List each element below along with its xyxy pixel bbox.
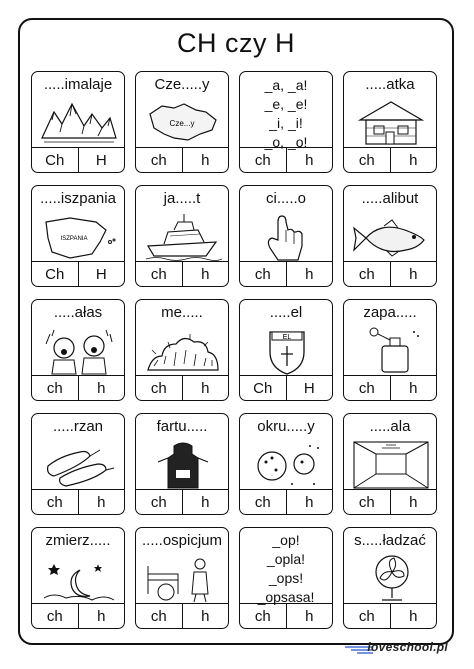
option-ch[interactable]: ch (46, 493, 63, 511)
option-h[interactable]: h (78, 604, 125, 628)
card-line: _op! (272, 532, 300, 548)
crumbs-icon (248, 440, 326, 490)
card-2 (135, 71, 229, 173)
card-line: _a, _a! (264, 77, 308, 93)
card-3 (239, 71, 333, 173)
shush-hand-icon (248, 212, 326, 262)
option-ch[interactable]: ch (46, 607, 63, 625)
option-h[interactable]: h (78, 490, 125, 514)
mountains-icon (40, 98, 118, 148)
option-h[interactable]: h (286, 490, 333, 514)
card-19 (239, 527, 333, 629)
option-ch[interactable]: ch (254, 607, 271, 625)
page-title: CH czy H (177, 28, 295, 58)
option-h[interactable]: H (78, 262, 125, 286)
card-word: zapa..... (363, 304, 417, 321)
option-h[interactable]: h (78, 376, 125, 400)
option-ch[interactable]: ch (150, 493, 167, 511)
option-ch[interactable]: Ch (45, 151, 65, 169)
card-word: .....el (269, 304, 303, 321)
answer-options (240, 261, 332, 286)
option-h[interactable]: h (182, 490, 229, 514)
answer-options (344, 489, 436, 514)
card-4 (343, 71, 437, 173)
answer-options (344, 261, 436, 286)
answer-options (240, 603, 332, 628)
card-line: _opsasa! (257, 589, 315, 605)
answer-options (32, 147, 124, 172)
card-word: .....ałas (53, 304, 103, 321)
option-ch[interactable]: Ch (45, 265, 65, 283)
option-ch[interactable]: ch (254, 265, 271, 283)
card-11 (239, 299, 333, 401)
option-h[interactable]: h (182, 148, 229, 172)
hospice-icon (144, 554, 222, 604)
option-h[interactable]: h (286, 262, 333, 286)
card-word: ja.....t (163, 190, 201, 207)
card-word: ci.....o (265, 190, 306, 207)
option-h[interactable]: H (286, 376, 333, 400)
option-h[interactable]: h (182, 262, 229, 286)
crest-icon (248, 326, 326, 376)
apron-icon (144, 440, 222, 490)
card-1 (31, 71, 125, 173)
card-line: _o, _o! (264, 134, 308, 150)
option-ch[interactable]: ch (46, 379, 63, 397)
card-word: .....alibut (361, 190, 419, 207)
answer-options (136, 375, 228, 400)
card-word: s.....ładzać (354, 532, 426, 549)
card-word: fartu..... (156, 418, 208, 435)
answer-options (136, 489, 228, 514)
answer-options (32, 261, 124, 286)
option-ch[interactable]: ch (150, 151, 167, 169)
footer-brand[interactable]: loveschool.pl (367, 640, 448, 654)
answer-options (136, 603, 228, 628)
card-14 (135, 413, 229, 515)
card-5 (31, 185, 125, 287)
card-16 (343, 413, 437, 515)
card-15 (239, 413, 333, 515)
option-h[interactable]: h (390, 376, 437, 400)
card-20 (343, 527, 437, 629)
fan-icon (352, 554, 430, 604)
answer-options (344, 603, 436, 628)
option-ch[interactable]: ch (358, 265, 375, 283)
option-ch[interactable]: ch (254, 151, 271, 169)
card-10 (135, 299, 229, 401)
option-h[interactable]: h (390, 490, 437, 514)
card-18 (135, 527, 229, 629)
card-line: _ops! (268, 570, 304, 586)
crest-label: EL (282, 334, 292, 341)
card-word: .....ospicjum (141, 532, 223, 549)
card-word: .....rzan (52, 418, 104, 435)
card-13 (31, 413, 125, 515)
answer-options (240, 147, 332, 172)
answer-options (344, 375, 436, 400)
option-ch[interactable]: ch (150, 607, 167, 625)
card-9 (31, 299, 125, 401)
option-ch[interactable]: ch (150, 379, 167, 397)
spain-map-icon (40, 212, 118, 262)
option-ch[interactable]: ch (254, 493, 271, 511)
option-h[interactable]: h (286, 604, 333, 628)
card-17 (31, 527, 125, 629)
option-ch[interactable]: ch (358, 379, 375, 397)
card-7 (239, 185, 333, 287)
horseradish-icon (40, 440, 118, 490)
card-word: Cze.....y (154, 76, 210, 93)
noisy-kids-icon (40, 326, 118, 376)
fish-icon (352, 212, 430, 262)
option-h[interactable]: H (78, 148, 125, 172)
hall-icon (352, 440, 430, 490)
card-line: _i, _i! (269, 115, 303, 131)
map-label: ISZPANIA (60, 236, 88, 242)
card-8 (343, 185, 437, 287)
option-h[interactable]: h (286, 148, 333, 172)
answer-options (240, 375, 332, 400)
card-word: zmierz..... (45, 532, 111, 549)
card-lines (240, 531, 332, 607)
card-12 (343, 299, 437, 401)
czech-map-icon (144, 98, 222, 148)
card-lines (240, 76, 332, 152)
card-word: .....ala (369, 418, 411, 435)
card-6 (135, 185, 229, 287)
option-ch[interactable]: Ch (253, 379, 273, 397)
cottage-icon (352, 98, 430, 148)
option-ch[interactable]: ch (150, 265, 167, 283)
answer-options (344, 147, 436, 172)
answer-options (240, 489, 332, 514)
moss-bush-icon (144, 326, 222, 376)
answer-options (32, 603, 124, 628)
option-ch[interactable]: ch (358, 493, 375, 511)
card-word: .....atka (365, 76, 415, 93)
answer-options (32, 489, 124, 514)
answer-options (136, 261, 228, 286)
card-line: _opla! (266, 551, 306, 567)
option-h[interactable]: h (182, 604, 229, 628)
option-h[interactable]: h (390, 262, 437, 286)
card-word: okru.....y (257, 418, 315, 435)
card-line: _e, _e! (264, 96, 308, 112)
option-h[interactable]: h (182, 376, 229, 400)
moon-stars-icon (40, 554, 118, 604)
option-ch[interactable]: ch (358, 607, 375, 625)
option-ch[interactable]: ch (358, 151, 375, 169)
option-h[interactable]: h (390, 604, 437, 628)
card-word: .....iszpania (40, 190, 116, 207)
answer-options (32, 375, 124, 400)
perfume-icon (352, 326, 430, 376)
card-word: me..... (161, 304, 203, 321)
map-label: Cze...y (169, 119, 195, 128)
answer-options (136, 147, 228, 172)
card-word: .....imalaje (43, 76, 113, 93)
yacht-icon (144, 212, 222, 262)
option-h[interactable]: h (390, 148, 437, 172)
